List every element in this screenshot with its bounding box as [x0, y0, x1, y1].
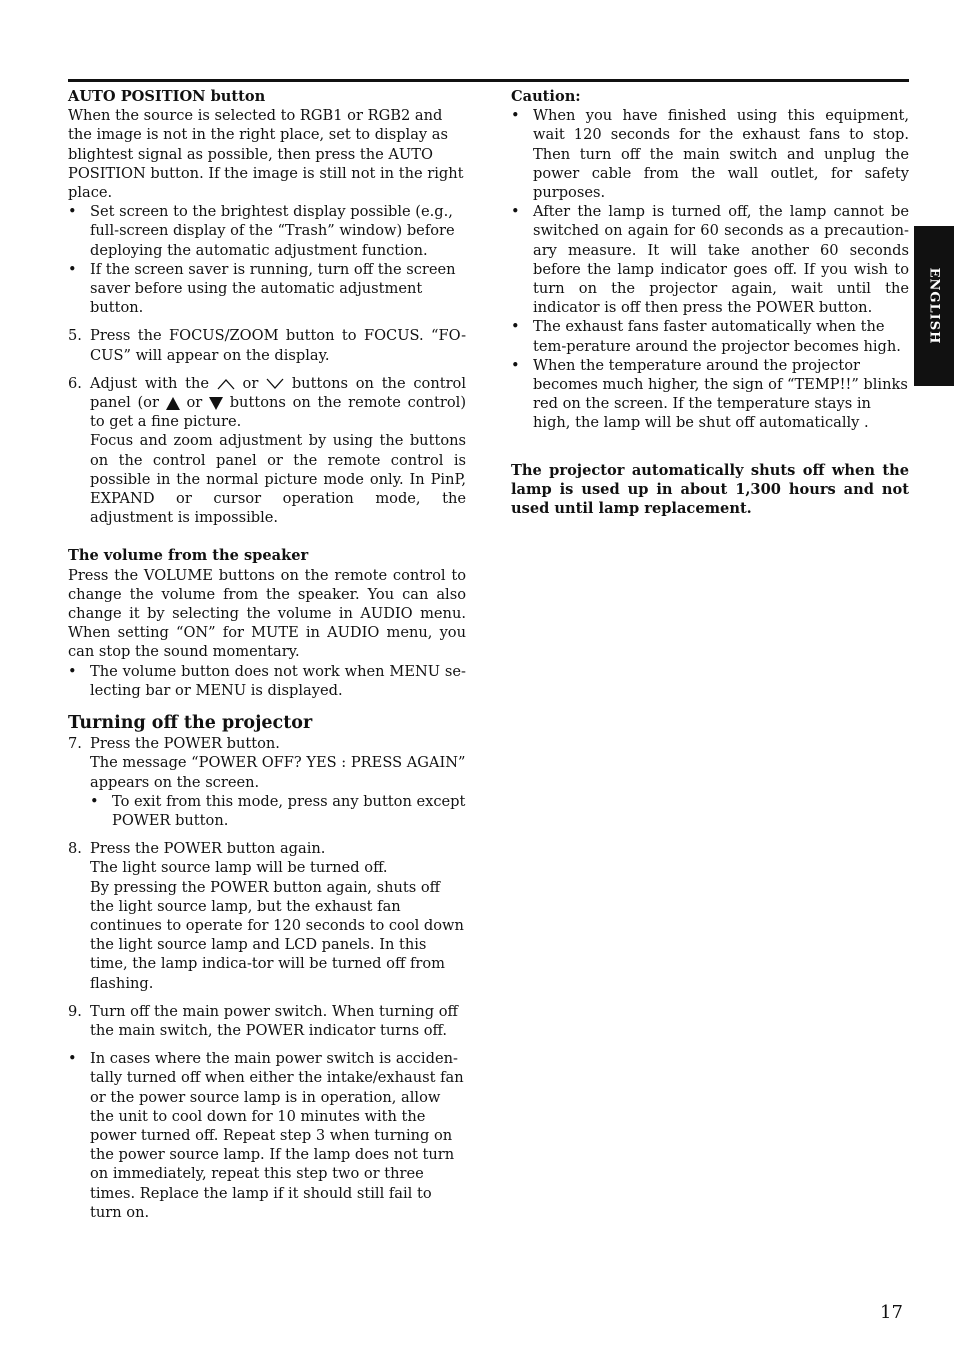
- bullet: •: [511, 356, 520, 374]
- step-number: 8.: [68, 840, 82, 858]
- list-item: [68, 202, 466, 260]
- step-8: [68, 839, 466, 993]
- list-item-text: After the lamp is turned off, the lamp cannot be switched on again for 60 seconds as a precaution-ary measure. It will take another 60 seconds before the lamp indicator goes off. If you wish to turn on the projector again, wait until the indicator is off then press the POWER button.: [533, 203, 909, 317]
- bullet: •: [511, 107, 520, 125]
- step-text: Press the POWER button.: [90, 735, 280, 753]
- list-item-text: The exhaust fans faster automatically when the tem-perature around the projector becomes high.: [533, 318, 901, 355]
- top-rule: [68, 79, 909, 82]
- bullet: •: [511, 203, 520, 221]
- volume-heading: The volume from the speaker: [68, 547, 309, 565]
- list-item-text: The volume button does not work when MENU se-lecting bar or MENU is displayed.: [90, 662, 466, 699]
- step-text: or: [186, 394, 203, 412]
- step-text: Turn off the main power switch. When turning off the main switch, the POWER indicator turns off.: [90, 1002, 458, 1039]
- list-item: [68, 260, 466, 318]
- list-item-text: To exit from this mode, press any button except POWER button.: [112, 792, 466, 829]
- bullet: •: [68, 662, 77, 680]
- auto-position-heading: AUTO POSITION button: [68, 88, 266, 105]
- list-item: [90, 792, 466, 830]
- right-column: [511, 87, 909, 518]
- language-tab-label: ENGLISH: [926, 267, 942, 345]
- auto-position-body: When the source is selected to RGB1 or RGB2 and the image is not in the right place, set to display as blightest signal as possible, then press the AUTO POSITION button. If the image is still not in the right place.: [68, 107, 464, 202]
- step-number: 6.: [68, 374, 82, 392]
- turning-off-heading: Turning off the projector: [68, 713, 313, 734]
- page-number: 17: [880, 1302, 903, 1323]
- bullet: •: [68, 203, 77, 221]
- step-text: Press the POWER button again.: [90, 840, 326, 858]
- list-item-text: If the screen saver is running, turn off the screen saver before using the automatic adjustment button.: [90, 260, 456, 317]
- list-item-text: Set screen to the brightest display possible (e.g., full-screen display of the “Trash” window) before deploying the automatic adjustment function.: [90, 203, 455, 259]
- list-item-text: In cases where the main power switch is acciden-tally turned off when either the intake/exhaust fan or the power source lamp is in operation, allow the unit to cool down for 10 minutes with the power turned off. Repeat step 3 when turning on the power source lamp. If the lamp does not turn on immediately, repeat this step two or three times. Replace the lamp if it should still fail to turn on.: [90, 1050, 464, 1221]
- list-item-text: When you have finished using this equipment, wait 120 seconds for the exhaust fans to stop. Then turn off the main switch and unplug the power cable from the wall outlet, for safety purposes.: [533, 107, 909, 202]
- triangle-up-icon: [166, 397, 180, 410]
- list-item: [511, 356, 909, 433]
- step-number: 5.: [68, 327, 82, 345]
- step-text: buttons on the control panel (or: [90, 374, 467, 412]
- step-text: Adjust with the: [90, 374, 210, 392]
- chevron-down-icon: [266, 378, 284, 390]
- list-item: [511, 202, 909, 317]
- step-note: By pressing the POWER button again, shuts off the light source lamp, but the exhaust fan continues to operate for 120 seconds to cool down the light source lamp and LCD panels. In this time, the lamp indica-tor will be turned off from flashing.: [90, 878, 464, 992]
- step-text: Press the FOCUS/ZOOM button to FOCUS. “FO-CUS” will appear on the display.: [90, 327, 466, 364]
- step-number: 7.: [68, 735, 82, 753]
- caution-heading: Caution:: [511, 88, 581, 105]
- auto-shutoff-note: The projector automatically shuts off when the lamp is used up in about 1,300 hours and not used until lamp replacement.: [511, 461, 909, 518]
- step-6: [68, 374, 466, 528]
- bullet: •: [90, 792, 99, 810]
- bullet: •: [68, 260, 77, 278]
- step-note: Focus and zoom adjustment by using the buttons on the control panel or the remote control is possible in the normal picture mode only. In PinP, EXPAND or cursor operation mode, the adjustment is impossible.: [90, 432, 466, 527]
- list-item: [68, 662, 466, 700]
- bullet: •: [511, 318, 520, 336]
- step-9: [68, 1002, 466, 1040]
- list-item: [511, 317, 909, 355]
- step-note: The message “POWER OFF? YES : PRESS AGAIN” appears on the screen.: [90, 754, 466, 791]
- volume-body: Press the VOLUME buttons on the remote control to change the volume from the speaker. You can also change it by selecting the volume in AUDIO menu. When setting “ON” for MUTE in AUDIO menu, you can stop the sound momentary.: [68, 566, 466, 661]
- bullet: •: [68, 1050, 77, 1068]
- list-item: [68, 1049, 466, 1222]
- step-5: [68, 326, 466, 364]
- left-column: [68, 87, 466, 1222]
- list-item: [511, 106, 909, 202]
- step-text: buttons on the remote control) to get a fine picture.: [90, 394, 467, 431]
- triangle-down-icon: [209, 397, 223, 410]
- step-number: 9.: [68, 1002, 82, 1020]
- language-tab: [914, 226, 954, 386]
- step-note: The light source lamp will be turned off.: [90, 859, 388, 877]
- step-text: or: [242, 374, 259, 392]
- chevron-up-icon: [217, 378, 235, 390]
- list-item-text: When the temperature around the projector becomes much higher, the sign of “TEMP!!” blinks red on the screen. If the temperature stays in high, the lamp will be shut off automatically .: [533, 356, 908, 432]
- step-7: [68, 734, 466, 830]
